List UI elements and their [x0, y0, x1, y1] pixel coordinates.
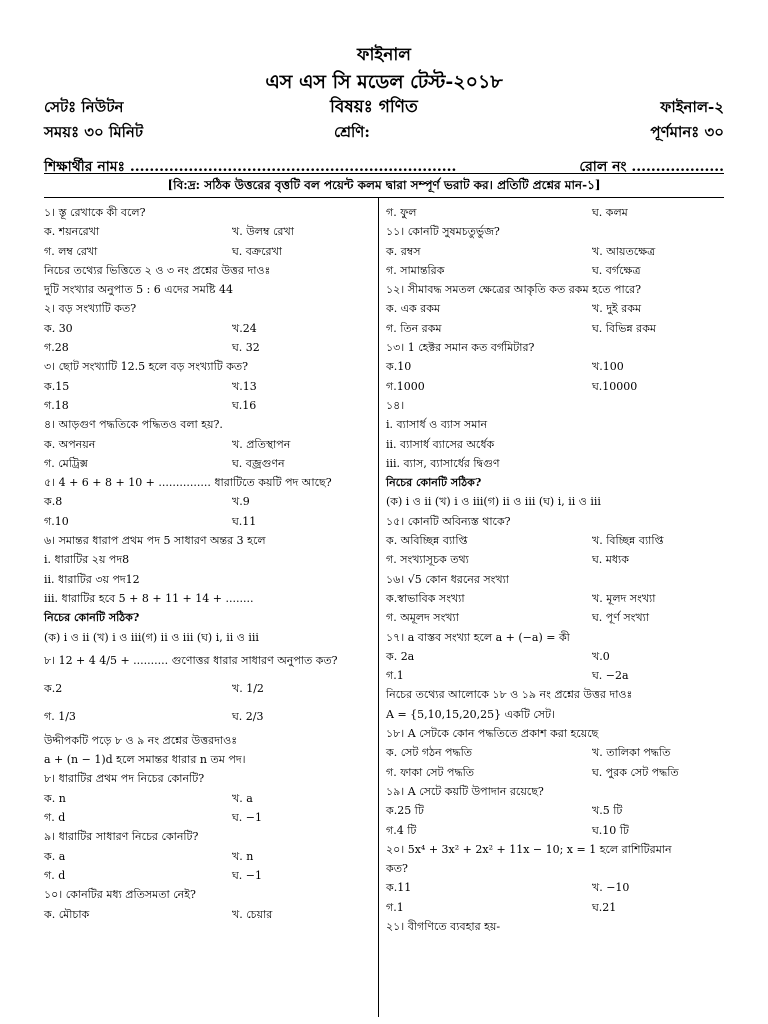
question-line: [44, 570, 374, 589]
question-text: গ. ফুল: [386, 206, 417, 219]
column-divider: [378, 197, 379, 1017]
question-line: [386, 840, 726, 859]
question-text: ২১। বীগণিতে ব্যবহার হয়-: [386, 919, 501, 933]
question-text: ক.11: [386, 881, 412, 895]
question-line: [386, 589, 726, 608]
question-line: [44, 628, 374, 647]
question-line: [386, 878, 726, 897]
question-text: গ. সংখ্যাসূচক তথ্য: [386, 553, 469, 567]
question-line: [44, 435, 374, 454]
question-line: [44, 675, 374, 703]
exam-title: ফাইনাল: [357, 45, 411, 65]
option-text: ঘ.10 টি: [592, 823, 629, 837]
question-line: [386, 435, 726, 454]
question-text: নিচের তথ্যের ভিত্তিতে ২ ও ৩ নং প্রশ্নের উত্তর দাওঃ: [44, 263, 271, 277]
subject-label: বিষয়ঃ গণিত: [330, 97, 418, 117]
option-text: ঘ. কলম: [592, 206, 628, 219]
question-line: [44, 454, 374, 473]
divider-bottom: [44, 197, 724, 198]
question-line: [386, 685, 726, 704]
option-text: ঘ. মধ্যক: [592, 553, 629, 567]
option-text: ঘ. পুরক সেট পদ্ধতি: [592, 765, 679, 779]
option-text: খ. তালিকা পদ্ধতি: [592, 746, 671, 760]
question-line: [386, 319, 726, 338]
option-text: ঘ. −1: [232, 868, 263, 882]
question-text: গ.28: [44, 341, 69, 355]
option-text: ঘ. 32: [232, 341, 260, 355]
question-line: [386, 377, 726, 396]
question-line: [386, 415, 726, 434]
question-text: গ. তিন রকম: [386, 321, 442, 335]
question-line: [386, 898, 726, 917]
question-text: ২০। 5x⁴ + 3x² + 2x² + 11x − 10; x = 1 হলে রাশিটিরমান: [386, 842, 672, 856]
question-text: iii. ব্যাস, ব্যাসার্ধের দ্বিগুণ: [386, 456, 500, 470]
question-line: [44, 905, 374, 924]
question-text: ১৫। কোনটি অবিন্যস্ত থাকে?: [386, 514, 511, 528]
question-text: গ.10: [44, 514, 69, 528]
question-text: ক. এক রকম: [386, 302, 441, 316]
question-line: [44, 415, 374, 434]
option-text: খ. চেয়ার: [232, 907, 273, 921]
student-name-field: শিক্ষার্থীর নামঃ ...................................................................: [44, 159, 457, 175]
marks-label: পূর্ণমানঃ ৩০: [650, 123, 724, 141]
option-text: খ. 1/2: [232, 681, 264, 695]
left-question-column: [44, 203, 374, 924]
question-line: [386, 473, 726, 492]
option-text: ঘ. −1: [232, 811, 263, 825]
option-text: ঘ. বক্ররেখা: [232, 244, 282, 258]
set-label: সেটঃ নিউটন: [44, 98, 124, 116]
question-text: i. ধারাটির ২য় পদ8: [44, 553, 130, 567]
option-text: খ. আয়তক্ষেত্র: [592, 244, 656, 258]
question-line: [44, 377, 374, 396]
option-text: ঘ. −2a: [592, 669, 629, 683]
question-text: (ক) i ও ii (খ) i ও iii(গ) ii ও iii (ঘ) i, ii ও iii: [44, 630, 259, 644]
question-line: [44, 261, 374, 280]
option-text: খ.5 টি: [592, 804, 623, 818]
question-text: ৪। আড়গুণ পদ্ধতিকে পদ্ধিতও বলা হয়?.: [44, 418, 223, 432]
question-line: [386, 763, 726, 782]
option-text: ঘ.16: [232, 398, 257, 412]
question-text: কত?: [386, 862, 408, 876]
question-line: [386, 338, 726, 357]
question-line: [386, 821, 726, 840]
question-line: [44, 827, 374, 846]
question-line: [386, 647, 726, 666]
question-line: [386, 203, 726, 222]
question-line: [386, 724, 726, 743]
option-text: খ.9: [232, 495, 250, 509]
question-text: ১। স্তূ রেখাকে কী বলে?: [44, 206, 146, 219]
question-line: [386, 261, 726, 280]
question-line: [386, 492, 726, 511]
question-line: [44, 589, 374, 608]
question-line: [44, 512, 374, 531]
option-text: খ. a: [232, 791, 253, 805]
question-line: [386, 222, 726, 241]
question-line: [386, 608, 726, 627]
option-text: খ. প্রতিস্থাপন: [232, 437, 291, 451]
question-line: [44, 750, 374, 769]
question-text: ৮। 12 + 4 4/5 + .......... গুণোত্তর ধারার সাধারণ অনুপাত কত?: [44, 653, 338, 667]
question-text: A = {5,10,15,20,25} একটি সেট।: [386, 707, 555, 721]
option-text: খ. −10: [592, 881, 630, 895]
option-text: ঘ. বজ্রগুণন: [232, 456, 285, 470]
question-line: [386, 454, 726, 473]
option-text: খ. উলম্ব রেখা: [232, 225, 294, 239]
option-text: ঘ. বর্গক্ষেত্র: [592, 263, 641, 277]
question-text: ৩। ছোট সংখ্যাটি 12.5 হলে বড় সংখ্যাটি কত?: [44, 360, 249, 374]
question-line: [44, 357, 374, 376]
question-text: ক.8: [44, 495, 63, 509]
question-text: গ.1: [386, 669, 404, 683]
question-line: [44, 531, 374, 550]
question-text: নিচের তথ্যের আলোকে ১৮ ও ১৯ নং প্রশ্নের উত্তর দাওঃ: [386, 688, 633, 702]
question-text: গ. অমূলদ সংখ্যা: [386, 611, 459, 625]
question-text: গ. মেট্রিক্স: [44, 456, 88, 470]
option-text: খ.100: [592, 360, 624, 374]
question-line: [44, 203, 374, 222]
question-text: ১৩। 1 হেক্টর সমান কত বর্গমিটার?: [386, 341, 535, 355]
question-text: ১২। সীমাবদ্ধ সমতল ক্ষেত্রের আকৃতি কত রকম হতে পারে?: [386, 283, 642, 297]
question-text: গ. d: [44, 868, 66, 882]
question-line: [44, 242, 374, 261]
option-text: ঘ.11: [232, 514, 257, 528]
final-label: ফাইনাল-২: [660, 98, 724, 116]
question-line: [386, 299, 726, 318]
question-text: ক. রম্বস: [386, 244, 421, 258]
question-text: iii. ধারাটির হবে 5 + 8 + 11 + 14 + ........: [44, 591, 254, 605]
option-text: খ. মূলদ সংখ্যা: [592, 591, 656, 605]
question-text: গ.1: [386, 900, 404, 914]
question-text: a + (n − 1)d হলে সমান্তর ধারার n তম পদ।: [44, 753, 246, 767]
question-text: ১৭। a বাস্তব সংখ্যা হলে a + (−a) = কী: [386, 630, 570, 644]
question-text: গ. d: [44, 811, 66, 825]
question-line: [386, 743, 726, 762]
option-text: খ. বিচ্ছিন্ন ব্যাপ্তি: [592, 534, 664, 548]
question-text: ক.স্বাভাবিক সংখ্যা: [386, 591, 465, 605]
question-text: (ক) i ও ii (খ) i ও iii(গ) ii ও iii (ঘ) i, ii ও iii: [386, 495, 601, 509]
question-text: ৫। 4 + 6 + 8 + 10 + ............... ধারাটিতে কয়টি পদ আছে?: [44, 476, 332, 490]
question-line: [44, 396, 374, 415]
right-question-column: [386, 203, 726, 936]
question-line: [386, 570, 726, 589]
option-text: ঘ. পূর্ণ সংখ্যা: [592, 611, 650, 625]
question-line: [44, 703, 374, 731]
question-line: [386, 705, 726, 724]
question-text: গ.18: [44, 398, 69, 412]
question-line: [44, 808, 374, 827]
question-line: [44, 222, 374, 241]
question-text: দুটি সংখ্যার অনুপাত 5 : 6 এদের সমষ্টি 44: [44, 283, 233, 297]
question-text: ক. 2a: [386, 649, 415, 663]
question-line: [44, 473, 374, 492]
question-text: ১৬। √5 কোন ধরনের সংখ্যা: [386, 572, 509, 586]
option-text: ঘ. বিভিন্ন রকম: [592, 321, 657, 335]
question-text: ১১। কোনটি সুষমচতুর্ভুজ?: [386, 225, 500, 239]
question-text: ২। বড় সংখ্যাটি কত?: [44, 302, 137, 316]
question-text: গ. 1/3: [44, 709, 76, 723]
question-line: [44, 338, 374, 357]
question-text: ক.2: [44, 681, 63, 695]
question-text: i. ব্যাসার্ধ ও ব্যাস সমান: [386, 418, 488, 432]
question-text: ক. 30: [44, 321, 73, 335]
question-text: ক. সেট গঠন পদ্ধতি: [386, 746, 472, 760]
question-line: [386, 531, 726, 550]
instruction-note: [বি:দ্র: সঠিক উত্তরের বৃত্তটি বল পয়েন্ট কলম দ্বারা সম্পূর্ণ ভরাট কর। প্রতিটি প্রশ্নের মান-১]: [167, 178, 601, 192]
question-text: ক. মৌচাক: [44, 907, 90, 921]
question-text: ক.15: [44, 379, 70, 393]
question-line: [44, 731, 374, 750]
option-text: খ.0: [592, 649, 610, 663]
class-label: শ্রেণি:: [334, 123, 370, 141]
question-text: ৮। ধারাটির প্রথম পদ নিচের কোনটি?: [44, 772, 205, 786]
question-text: ক. অবিচ্ছিন্ন ব্যাপ্তি: [386, 534, 468, 548]
question-text: ১৮। A সেটকে কোন পদ্ধতিতে প্রকাশ করা হয়েছে: [386, 727, 599, 741]
question-text: গ. লম্ব রেখা: [44, 244, 98, 258]
question-line: [386, 242, 726, 261]
exam-subtitle: এস এস সি মডেল টেস্ট-২০১৮: [265, 71, 503, 93]
question-line: [386, 859, 726, 878]
option-text: খ.24: [232, 321, 257, 335]
time-label: সময়ঃ ৩০ মিনিট: [44, 123, 144, 141]
roll-number-field: রোল নং ...................: [579, 159, 724, 175]
question-line: [44, 319, 374, 338]
question-line: [44, 299, 374, 318]
question-text: ক. শয়নরেখা: [44, 225, 100, 239]
question-text: ক. a: [44, 849, 66, 863]
question-line: [386, 280, 726, 299]
question-text: ৯। ধারাটির সাধারণ নিচের কোনটি?: [44, 830, 199, 844]
question-text: ক. অপনয়ন: [44, 437, 96, 451]
question-text: ii. ব্যাসার্ধ ব্যাসের অর্ধেক: [386, 437, 495, 451]
option-text: খ. n: [232, 849, 254, 863]
question-line: [44, 492, 374, 511]
question-text: ১০। কোনটির মধ্য প্রতিসমতা নেই?: [44, 888, 196, 902]
question-line: [386, 357, 726, 376]
question-line: [386, 782, 726, 801]
question-text: ৬। সমান্তর ধারাপ প্রথম পদ 5 সাধারণ অন্তর 3 হলে: [44, 534, 266, 548]
question-text: ক.10: [386, 360, 412, 374]
question-line: [44, 847, 374, 866]
divider-top: [44, 173, 724, 174]
question-text: ii. ধারাটির ৩য় পদ12: [44, 572, 140, 586]
question-text: নিচের কোনটি সঠিক?: [44, 611, 140, 625]
question-text: ক. n: [44, 791, 66, 805]
question-line: [44, 885, 374, 904]
question-text: উদ্দীপকটি পড়ে ৮ ও ৯ নং প্রশ্নের উত্তরদাওঃ: [44, 733, 238, 747]
question-line: [386, 396, 726, 415]
question-text: গ.1000: [386, 379, 425, 393]
question-text: নিচের কোনটি সঠিক?: [386, 476, 482, 490]
question-text: গ. ফাকা সেট পদ্ধতি: [386, 765, 474, 779]
question-line: [44, 866, 374, 885]
question-line: [386, 917, 726, 936]
question-line: [386, 628, 726, 647]
question-line: [44, 769, 374, 788]
question-text: ১৪।: [386, 398, 405, 412]
question-text: গ. সামান্তরিক: [386, 263, 445, 277]
option-text: খ.13: [232, 379, 257, 393]
question-line: [386, 512, 726, 531]
option-text: খ. দুই রকম: [592, 302, 642, 316]
question-line: [44, 550, 374, 569]
question-text: ক.25 টি: [386, 804, 424, 818]
question-line: [44, 789, 374, 808]
question-line: [44, 280, 374, 299]
option-text: ঘ.10000: [592, 379, 638, 393]
question-line: [386, 666, 726, 685]
question-line: [44, 647, 374, 675]
option-text: ঘ. 2/3: [232, 709, 264, 723]
question-text: গ.4 টি: [386, 823, 417, 837]
question-line: [386, 801, 726, 820]
question-text: ১৯। A সেটে কয়টি উপাদান রয়েছে?: [386, 784, 544, 798]
option-text: ঘ.21: [592, 900, 617, 914]
question-line: [44, 608, 374, 627]
question-line: [386, 550, 726, 569]
